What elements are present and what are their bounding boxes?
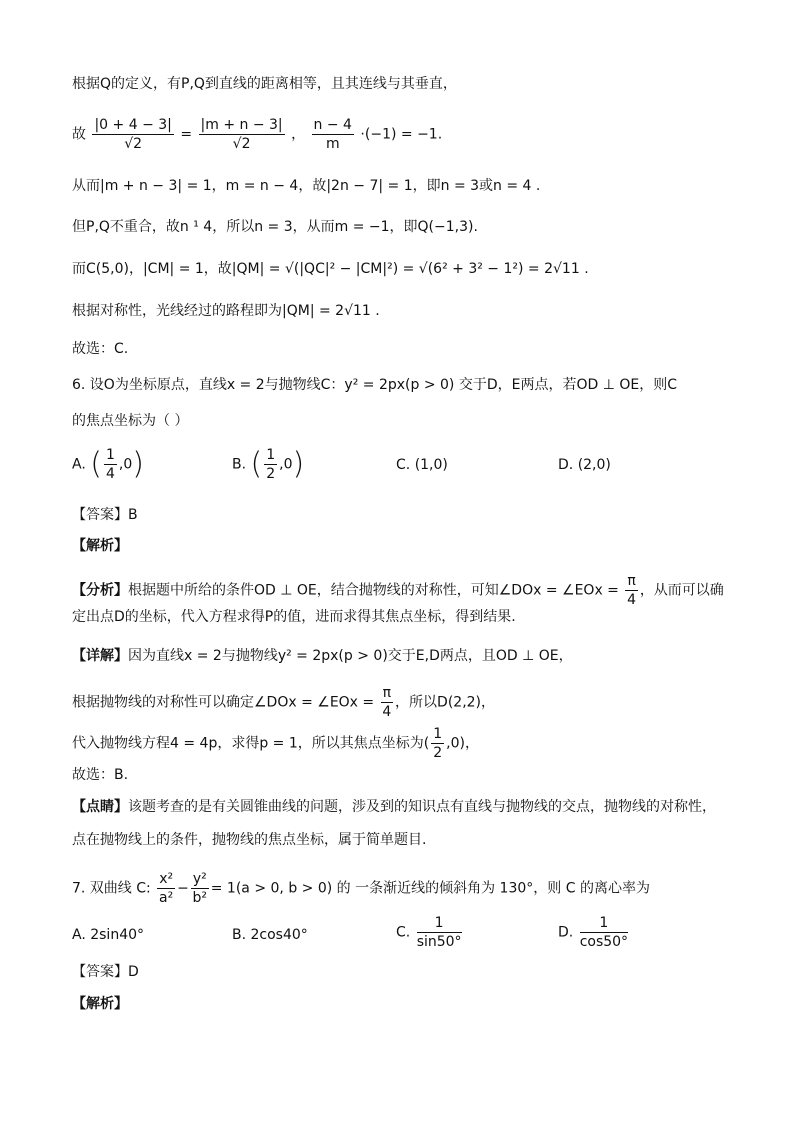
text-line: 故选：C.	[72, 341, 129, 357]
question-7	[72, 870, 650, 907]
detail-line	[72, 646, 573, 666]
denominator: 2	[266, 466, 276, 482]
analysis-line: 定出点D的坐标，代入方程求得P的值，进而求得其焦点坐标，得到结果.	[72, 609, 516, 625]
fraction	[625, 572, 637, 609]
comment-line: 点在抛物线上的条件，抛物线的焦点坐标，属于简单题目.	[72, 832, 427, 848]
option-b: B. ( $\frac{1}{2}$ ,0)	[232, 446, 305, 482]
fraction	[157, 870, 175, 907]
text-line: 根据Q的定义，有P,Q到直线的距离相等，且其连线与其垂直，	[72, 76, 457, 92]
option-value: (1,0)	[414, 457, 448, 473]
fraction	[104, 446, 117, 483]
text: 根据抛物线的对称性可以确定∠DOx = ∠EOx =	[72, 694, 375, 711]
equation-line	[72, 116, 442, 153]
numerator: n − 4	[313, 117, 352, 133]
question-6: 6. 设O为坐标原点，直线x = 2与抛物线C：y² = 2px(p > 0) 交于D，E两点，若OD ⊥ OE，则C	[72, 377, 677, 393]
detail-line	[72, 684, 495, 721]
numerator: 1	[105, 447, 115, 463]
denominator: √2	[124, 136, 143, 152]
text: ,0	[279, 456, 293, 473]
text: ,0)，	[446, 735, 479, 752]
denominator: a²	[159, 890, 174, 906]
numerator: |m + n − 3|	[200, 117, 283, 133]
denominator: cos50°	[579, 934, 629, 950]
numerator: 1	[580, 914, 628, 933]
text: 该题考查的是有关圆锥曲线的问题，涉及到的知识点有直线与抛物线的交点，抛物线的对称性，	[128, 799, 716, 815]
option-label: D.	[558, 457, 574, 473]
text-line: 从而|m + n − 3| = 1，m = n − 4，故|2n − 7| = 1，即n = 3或n = 4 .	[72, 178, 541, 194]
numerator: x²	[159, 871, 174, 887]
fraction	[264, 446, 277, 483]
option-label: C.	[396, 457, 411, 473]
text: −	[177, 880, 189, 897]
denominator: 4	[382, 704, 392, 720]
fraction	[431, 725, 444, 762]
option-label: A.	[72, 456, 86, 473]
fraction	[92, 116, 173, 153]
option-a: A. ( $\frac{1}{4}$ ,0)	[72, 446, 144, 482]
text-line: 而C(5,0)，|CM| = 1，故|QM| = √(|QC|² − |CM|²) = √(6² + 3² − 1²) = 2√11 .	[72, 261, 589, 277]
fraction	[580, 914, 628, 951]
fraction	[191, 870, 209, 907]
answer-tag: 【答案】D	[72, 964, 139, 980]
detail-line	[72, 725, 479, 762]
text: ,0	[118, 456, 133, 473]
fraction	[417, 914, 462, 951]
text: = 1(a > 0, b > 0) 的 一条渐近线的倾斜角为 130°，则 C 的离心率为	[210, 880, 650, 897]
answer-tag: 【答案】B	[72, 507, 138, 523]
denominator: √2	[232, 136, 251, 152]
numerator: |0 + 4 − 3|	[94, 117, 172, 133]
fraction	[312, 116, 354, 153]
analysis-tag: 【解析】	[72, 538, 128, 554]
text: 代入抛物线方程4 = 4p，求得p = 1，所以其焦点坐标为(	[72, 735, 430, 752]
text: ，所以D(2,2)，	[395, 694, 496, 711]
fraction	[381, 684, 393, 721]
detail-line: 故选：B.	[72, 767, 129, 783]
numerator: 1	[266, 447, 276, 463]
option-label: D.	[558, 924, 574, 941]
fraction	[199, 116, 285, 153]
text: 因为直线x = 2与抛物线y² = 2px(p > 0)交于E,D两点，且OD ⊥ OE，	[128, 648, 573, 664]
text-line: 根据对称性，光线经过的路程即为|QM| = 2√11 .	[72, 303, 380, 319]
section-tag: 【分析】	[72, 582, 128, 599]
numerator: π	[627, 573, 636, 589]
option-d	[558, 457, 611, 473]
numerator: 1	[417, 914, 462, 933]
text: ，从而可以确	[639, 582, 724, 599]
option-c	[396, 914, 464, 951]
text-line: 但P,Q不重合，故n ¹ 4，所以n = 3，从而m = −1，即Q(−1,3).	[72, 219, 478, 235]
option-label: B.	[232, 456, 247, 473]
question-6-cont: 的焦点坐标为（ ）	[72, 413, 189, 429]
option-b: B. 2cos40°	[232, 927, 308, 943]
analysis-tag: 【解析】	[72, 996, 128, 1012]
text: ·(−1) = −1.	[360, 126, 443, 143]
option-value: (2,0)	[577, 457, 611, 473]
analysis-line	[72, 572, 724, 609]
denominator: sin50°	[416, 934, 462, 950]
comment-line	[72, 797, 716, 817]
option-a: A. 2sin40°	[72, 927, 145, 943]
text: ，	[291, 126, 306, 143]
text: 故	[72, 126, 86, 143]
denominator: m	[325, 136, 340, 152]
denominator: b²	[192, 890, 208, 906]
numerator: π	[382, 685, 392, 701]
numerator: 1	[433, 726, 443, 742]
numerator: y²	[192, 871, 207, 887]
text: =	[180, 126, 193, 143]
section-tag: 【点睛】	[72, 799, 128, 815]
section-tag: 【详解】	[72, 648, 128, 664]
option-c	[396, 457, 448, 473]
text: 7. 双曲线 C:	[72, 880, 151, 897]
denominator: 4	[627, 592, 637, 608]
denominator: 2	[433, 745, 443, 761]
option-label: C.	[396, 924, 411, 941]
denominator: 4	[105, 466, 115, 482]
option-d	[558, 914, 630, 951]
text: 根据题中所给的条件OD ⊥ OE，结合抛物线的对称性，可知∠DOx = ∠EOx =	[128, 582, 619, 599]
